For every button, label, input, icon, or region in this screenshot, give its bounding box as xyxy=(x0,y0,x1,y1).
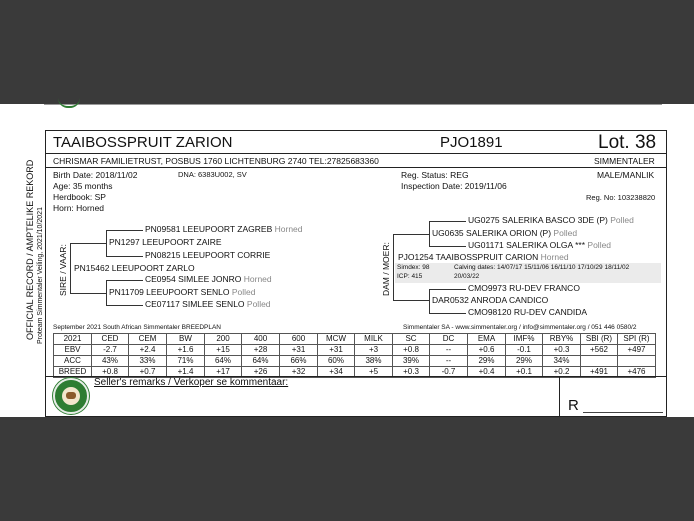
bracket-line xyxy=(106,230,107,256)
dam-simdex: Simdex: 98 xyxy=(397,264,430,271)
ebv-header-cell: DC xyxy=(430,334,468,345)
ebv-cell: +5 xyxy=(355,367,393,378)
ebv-caption-right: Simmentaler SA - www.simmentaler.org / info@simmentaler.org / 051 446 0580/2 xyxy=(403,324,637,331)
dam-dam: DAR0532 ANRODA CANDICO xyxy=(432,295,549,305)
bracket-line xyxy=(429,313,466,314)
ebv-cell: 43% xyxy=(92,356,129,367)
owner-line: CHRISMAR FAMILIETRUST, POSBUS 1760 LICHTENBURG 2740 TEL:27825683360 xyxy=(53,156,379,166)
ebv-cell: +0.6 xyxy=(468,345,506,356)
dam-calving-dates-2: 20/03/22 xyxy=(454,273,480,280)
sire-sire-sire: PN09581 LEEUPOORT ZAGREB Horned xyxy=(145,224,303,234)
ebv-cell: 39% xyxy=(393,356,430,367)
bracket-line xyxy=(106,280,107,305)
ebv-cell: +0.1 xyxy=(506,367,543,378)
sire-dam: PN11709 LEEUPOORT SENLO Polled xyxy=(109,287,256,297)
ebv-header-row xyxy=(54,334,656,345)
sire-dam-sire: CE0954 SIMLEE JONRO Horned xyxy=(145,274,272,284)
bracket-line xyxy=(429,221,466,222)
ebv-cell: 34% xyxy=(543,356,581,367)
divider xyxy=(45,153,666,154)
sex: MALE/MANLIK xyxy=(597,170,655,180)
ebv-cell: +15 xyxy=(205,345,242,356)
ebv-cell xyxy=(581,356,618,367)
birth-date: Birth Date: 2018/11/02 xyxy=(53,170,138,180)
dam-icp: ICP: 415 xyxy=(397,273,423,280)
ebv-cell: +497 xyxy=(618,345,656,356)
sire-dam-dam: CE07117 SIMLEE SENLO Polled xyxy=(145,299,271,309)
bracket-line xyxy=(429,246,466,247)
bracket-line xyxy=(429,289,466,290)
ebv-cell: 33% xyxy=(129,356,167,367)
ebv-cell: +3 xyxy=(355,345,393,356)
reg-number: Reg. No: 103238820 xyxy=(586,193,656,202)
animal-name: TAAIBOSSPRUIT ZARION xyxy=(53,134,233,151)
ebv-cell: +562 xyxy=(581,345,618,356)
ebv-cell: EBV xyxy=(54,345,92,356)
ebv-cell: +0.7 xyxy=(129,367,167,378)
ebv-cell: 64% xyxy=(242,356,280,367)
price-field[interactable] xyxy=(583,412,663,413)
bracket-line xyxy=(393,234,430,235)
reg-status: Reg. Status: REG xyxy=(401,170,469,180)
ebv-cell: +1.4 xyxy=(167,367,205,378)
official-record-label: OFFICIAL RECORD / AMPTELIKE REKORD xyxy=(25,159,35,340)
ebv-header-cell: 2021 xyxy=(54,334,92,345)
ebv-cell: +491 xyxy=(581,367,618,378)
ebv-cell: -- xyxy=(430,356,468,367)
ebv-header-cell: 400 xyxy=(242,334,280,345)
divider xyxy=(45,167,666,168)
ebv-header-cell: SBI (R) xyxy=(581,334,618,345)
ebv-header-cell: 600 xyxy=(280,334,318,345)
ebv-cell: ACC xyxy=(54,356,92,367)
ebv-header-cell: 200 xyxy=(205,334,242,345)
bracket-line xyxy=(70,243,107,244)
ebv-cell: +0.3 xyxy=(393,367,430,378)
ebv-header-cell: RBY% xyxy=(543,334,581,345)
bracket-line xyxy=(70,243,71,293)
ebv-header-cell: CEM xyxy=(129,334,167,345)
dam-dam-dam: CMO98120 RU-DEV CANDIDA xyxy=(468,307,588,317)
ebv-cell: 66% xyxy=(280,356,318,367)
bracket-line xyxy=(393,300,430,301)
ebv-cell: 29% xyxy=(506,356,543,367)
ebv-cell: 60% xyxy=(318,356,355,367)
ebv-header-cell: BW xyxy=(167,334,205,345)
horn-status: Horn: Horned xyxy=(53,203,105,213)
ebv-row xyxy=(54,356,656,367)
ebv-cell: -0.1 xyxy=(506,345,543,356)
ebv-header-cell: MCW xyxy=(318,334,355,345)
lot-number: Lot. 38 xyxy=(598,132,657,153)
bracket-line xyxy=(393,234,394,300)
ebv-header-cell: SPI (R) xyxy=(618,334,656,345)
dam-dam-sire: CMO9973 RU-DEV FRANCO xyxy=(468,283,580,293)
dam-sire: UG0635 SALERIKA ORION (P) Polled xyxy=(432,228,578,238)
ebv-cell: 71% xyxy=(167,356,205,367)
inspection-date: Inspection Date: 2019/11/06 xyxy=(401,181,507,191)
ebv-header-cell: IMF% xyxy=(506,334,543,345)
dam-label: DAM / MOER: xyxy=(381,242,391,296)
ebv-cell: +34 xyxy=(318,367,355,378)
ebv-cell: +17 xyxy=(205,367,242,378)
sire-sire: PN1297 LEEUPOORT ZAIRE xyxy=(109,237,222,247)
dam-calving-dates: Calving dates: 14/07/17 15/11/06 16/11/10 17/10/29 18/11/02 xyxy=(454,264,630,271)
ebv-cell: +32 xyxy=(280,367,318,378)
ebv-cell: +31 xyxy=(280,345,318,356)
dam: PJO1254 TAAIBOSSPRUIT CARION Horned xyxy=(398,252,569,262)
ebv-header-cell: CED xyxy=(92,334,129,345)
bracket-line xyxy=(106,305,143,306)
ebv-cell: +1.6 xyxy=(167,345,205,356)
sire-label: SIRE / VAAR: xyxy=(58,244,68,296)
sellers-remarks: Seller's remarks / Verkoper se kommentaar: xyxy=(94,377,289,388)
ebv-cell: +31 xyxy=(318,345,355,356)
ebv-table xyxy=(53,333,656,378)
dna-info: DNA: 6383U002, SV xyxy=(178,170,247,179)
ebv-cell: -2.7 xyxy=(92,345,129,356)
ebv-cell: +2.4 xyxy=(129,345,167,356)
ebv-cell: -- xyxy=(430,345,468,356)
sire: PN15462 LEEUPOORT ZARLO xyxy=(74,263,195,273)
bracket-line xyxy=(106,230,143,231)
cow-icon xyxy=(66,392,76,399)
herdbook: Herdbook: SP xyxy=(53,192,106,202)
ebv-cell: +0.3 xyxy=(543,345,581,356)
bracket-line xyxy=(106,256,143,257)
simmentaler-logo xyxy=(53,378,89,414)
ebv-cell: +26 xyxy=(242,367,280,378)
bracket-line xyxy=(106,280,143,281)
ebv-cell: 29% xyxy=(468,356,506,367)
ebv-cell: 38% xyxy=(355,356,393,367)
previous-card-edge xyxy=(44,104,662,107)
bracket-line xyxy=(429,289,430,313)
dam-sire-sire: UG0275 SALERIKA BASCO 3DE (P) Polled xyxy=(468,215,634,225)
bracket-line xyxy=(429,221,430,246)
animal-reg-code: PJO1891 xyxy=(440,134,503,151)
ebv-row xyxy=(54,345,656,356)
ebv-cell: 64% xyxy=(205,356,242,367)
ebv-cell: +0.2 xyxy=(543,367,581,378)
ebv-header-cell: MILK xyxy=(355,334,393,345)
auction-label: Proteam Simmentaler Veiling, 2021/10/2021 xyxy=(37,207,44,344)
ebv-cell: +0.4 xyxy=(468,367,506,378)
ebv-caption-left: September 2021 South African Simmentaler BREEDPLAN xyxy=(53,324,222,331)
ebv-cell: +0.8 xyxy=(393,345,430,356)
ebv-cell xyxy=(618,356,656,367)
ebv-cell: -0.7 xyxy=(430,367,468,378)
sire-sire-dam: PN08215 LEEUPOORT CORRIE xyxy=(145,250,271,260)
breed-label: SIMMENTALER xyxy=(594,156,655,166)
price-label: R xyxy=(568,397,579,414)
ebv-cell: BREED xyxy=(54,367,92,378)
ebv-header-cell: EMA xyxy=(468,334,506,345)
ebv-cell: +0.8 xyxy=(92,367,129,378)
age: Age: 35 months xyxy=(53,181,113,191)
ebv-cell: +476 xyxy=(618,367,656,378)
bracket-line xyxy=(70,293,107,294)
dam-sire-dam: UG01171 SALERIKA OLGA *** Polled xyxy=(468,240,612,250)
ebv-cell: +28 xyxy=(242,345,280,356)
ebv-header-cell: SC xyxy=(393,334,430,345)
